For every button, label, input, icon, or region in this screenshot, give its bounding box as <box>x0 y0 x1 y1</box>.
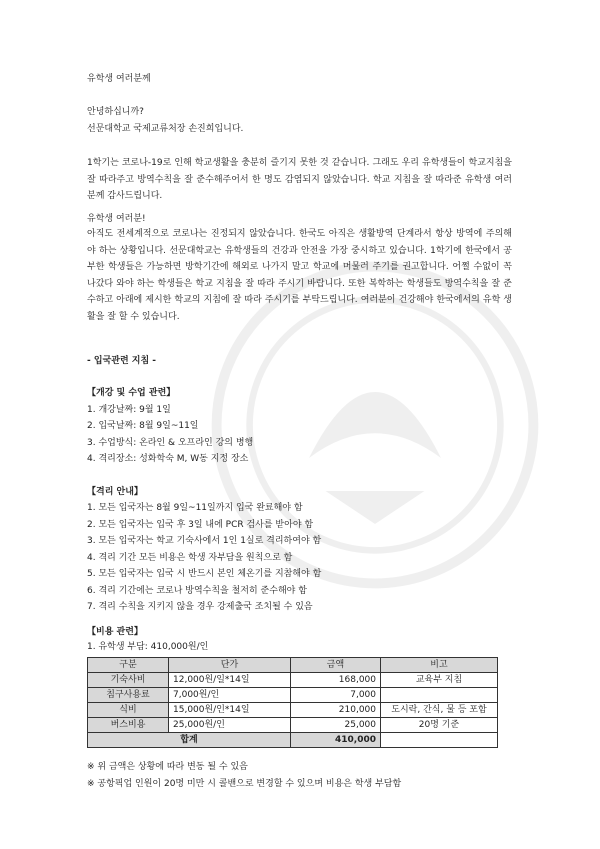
quarantine-item: 2. 모든 입국자는 입국 후 3일 내에 PCR 검사를 받아야 함 <box>87 520 314 530</box>
row-note: 도시락, 간식, 물 등 포함 <box>381 703 498 718</box>
row-category: 식비 <box>88 703 169 718</box>
semester-item: 2. 입국날짜: 8월 9일~11일 <box>87 421 199 431</box>
paragraph-2: 아직도 전세계적으로 코로나는 진정되지 않았습니다. 한국도 아직은 생활방역 단계라서 항상 방역에 주의해야 하는 상황입니다. 선문대학교는 유학생들의 건강과 안전을 가장 중시하고 있습니다. 1학기에 한국에서 공부한 학생들은 가능하면 방학기간에 해외로 나가지 말고 학교에 머물러 주기를 권고합니다. 어쩔 수없이 꼭 나갔다 와야 하는 학생들은 학교 지침을 잘 따라 주시기 바랍니다. 또한 복학하는 학생들도 방역수칙을 잘 준수하고 아래에 제시한 학교의 지침에 잘 따라 주시기를 부탁드립니다. 여러분이 건강해야 한국에서의 유학 생활을 잘 할 수 있습니다. <box>87 229 512 322</box>
row-category: 침구사용료 <box>88 688 169 703</box>
cost-table <box>87 657 498 748</box>
row-unit-price: 12,000원/일*14일 <box>169 673 291 688</box>
header-note: 비고 <box>381 658 498 673</box>
table-row <box>88 688 498 703</box>
cost-intro: 1. 유학생 부담: 410,000원/인 <box>87 642 209 652</box>
row-note <box>381 688 498 703</box>
header-unit-price: 단가 <box>169 658 291 673</box>
header-category: 구분 <box>88 658 169 673</box>
row-category: 버스비용 <box>88 718 169 733</box>
quarantine-item: 5. 모든 입국자는 입국 시 반드시 본인 체온기를 지참해야 함 <box>87 569 322 579</box>
cost-note: ※ 위 금액은 상황에 따라 변동 될 수 있음 <box>87 762 248 772</box>
row-unit-price: 7,000원/인 <box>169 688 291 703</box>
row-note: 교육부 지침 <box>381 673 498 688</box>
cost-note: ※ 공항픽업 인원이 20명 미만 시 콜밴으로 변경할 수 있으며 비용은 학생 부담함 <box>87 779 402 789</box>
row-note: 20명 기준 <box>381 718 498 733</box>
paragraph-1: 1학기는 코로나-19로 인해 학교생활을 충분히 즐기지 못한 것 같습니다. 그래도 우리 유학생들이 학교지침을 잘 따라주고 방역수칙을 잘 준수해주어서 한 명도 감염되지 않았습니다. 학교 지침을 잘 따라준 유학생 여러분께 감사드립니다. <box>87 158 512 202</box>
semester-section-title: 【개강 및 수업 관련】 <box>87 388 176 398</box>
guideline-title: - 입국관련 지침 - <box>87 356 157 366</box>
quarantine-item: 3. 모든 입국자는 학교 기숙사에서 1인 1실로 격리하여야 함 <box>87 536 322 546</box>
quarantine-item: 6. 격리 기간에는 코로나 방역수칙을 철저히 준수해야 함 <box>87 586 307 596</box>
row-category: 기숙사비 <box>88 673 169 688</box>
table-row <box>88 673 498 688</box>
total-amount: 410,000 <box>291 733 381 748</box>
table-row <box>88 718 498 733</box>
table-total-row <box>88 733 498 748</box>
row-amount: 25,000 <box>291 718 381 733</box>
semester-item: 1. 개강날짜: 9월 1일 <box>87 405 171 415</box>
greeting-line: 안녕하십니까? <box>87 107 144 117</box>
total-note <box>381 733 498 748</box>
row-amount: 7,000 <box>291 688 381 703</box>
paragraph-2-title: 유학생 여러분! <box>87 214 146 224</box>
semester-item: 3. 수업방식: 온라인 & 오프라인 강의 병행 <box>87 438 254 448</box>
header-amount: 금액 <box>291 658 381 673</box>
cost-section-title: 【비용 관련】 <box>87 627 143 637</box>
quarantine-item: 7. 격리 수칙을 지키지 않을 경우 강제출국 조치될 수 있음 <box>87 602 313 612</box>
row-amount: 210,000 <box>291 703 381 718</box>
salutation: 유학생 여러분께 <box>87 74 151 84</box>
quarantine-item: 1. 모든 입국자는 8월 9일~11일까지 입국 완료해야 함 <box>87 503 303 513</box>
quarantine-item: 4. 격리 기간 모든 비용은 학생 자부담을 원칙으로 함 <box>87 553 293 563</box>
table-row <box>88 703 498 718</box>
quarantine-section-title: 【격리 안내】 <box>87 487 143 497</box>
row-unit-price: 15,000원/인*14일 <box>169 703 291 718</box>
table-header-row <box>88 658 498 673</box>
semester-item: 4. 격리장소: 성화학숙 M, W동 지정 장소 <box>87 454 249 464</box>
sender-intro: 선문대학교 국제교류처장 손진희입니다. <box>87 124 244 134</box>
row-amount: 168,000 <box>291 673 381 688</box>
row-unit-price: 25,000원/인 <box>169 718 291 733</box>
total-label: 합계 <box>88 733 291 748</box>
